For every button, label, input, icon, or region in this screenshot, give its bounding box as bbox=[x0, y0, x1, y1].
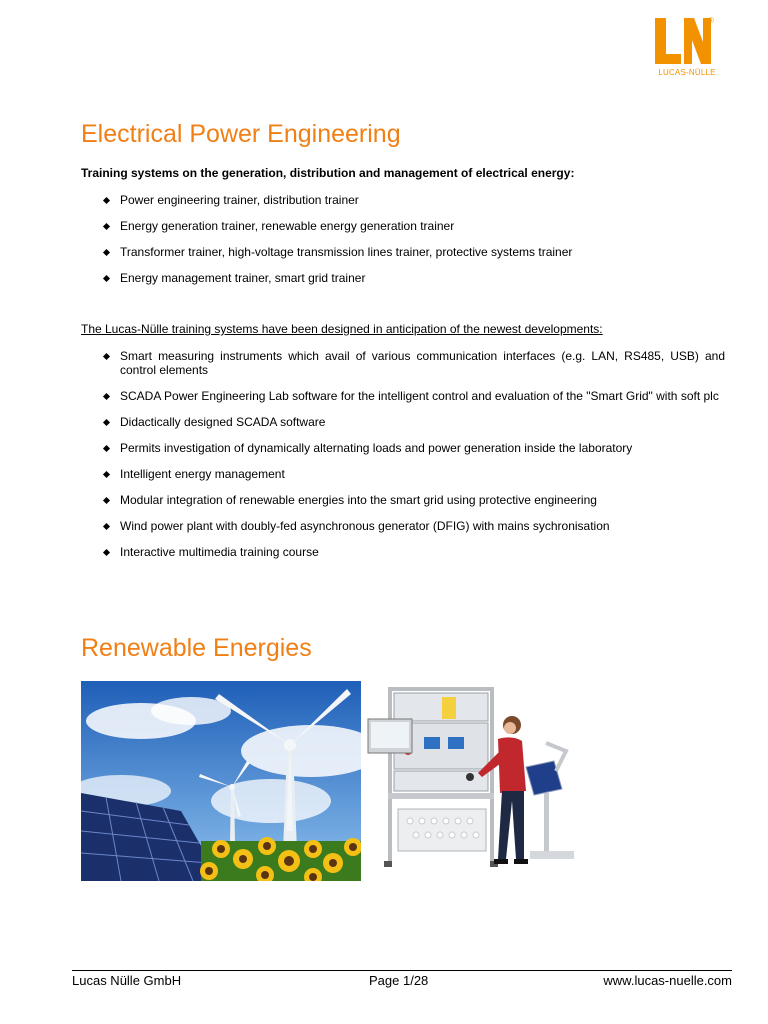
company-logo bbox=[651, 16, 723, 80]
list-item: Didactically designed SCADA software bbox=[103, 415, 725, 429]
footer-company: Lucas Nülle GmbH bbox=[72, 973, 182, 988]
footer-page-number: Page 1/28 bbox=[369, 973, 429, 988]
list-item: Power engineering trainer, distribution trainer bbox=[103, 193, 725, 207]
list-item: Permits investigation of dynamically alternating loads and power generation inside the laboratory bbox=[103, 441, 725, 455]
list-item: Transformer trainer, high-voltage transmission lines trainer, protective systems trainer bbox=[103, 245, 725, 259]
training-lab-photo bbox=[366, 681, 578, 881]
section-title-renewable-energies: Renewable Energies bbox=[81, 634, 312, 662]
section-intro-training-systems: Training systems on the generation, distribution and management of electrical energy: bbox=[81, 166, 575, 180]
ln-logo-mark-icon bbox=[653, 16, 713, 66]
list-item: Intelligent energy management bbox=[103, 467, 725, 481]
list-item: SCADA Power Engineering Lab software for the intelligent control and evaluation of the "Smart Grid" with soft plc bbox=[103, 389, 725, 403]
list-item: Smart measuring instruments which avail of various communication interfaces (e.g. LAN, RS485, USB) and control elements bbox=[103, 349, 725, 377]
registered-mark: ® bbox=[708, 16, 714, 25]
list-item: Energy management trainer, smart grid trainer bbox=[103, 271, 725, 285]
wind-turbine-solar-image bbox=[81, 681, 361, 881]
list-item: Interactive multimedia training course bbox=[103, 545, 725, 559]
list-item: Modular integration of renewable energies into the smart grid using protective engineering bbox=[103, 493, 725, 507]
list-item: Energy generation trainer, renewable energy generation trainer bbox=[103, 219, 725, 233]
section-title-power-engineering: Electrical Power Engineering bbox=[81, 120, 401, 148]
footer-divider bbox=[72, 970, 732, 971]
logo-text: LUCAS-NÜLLE bbox=[658, 68, 716, 77]
lab-trainer-image bbox=[366, 681, 578, 881]
list-item: Wind power plant with doubly-fed asynchronous generator (DFIG) with mains sychronisation bbox=[103, 519, 725, 533]
wind-solar-photo bbox=[81, 681, 361, 881]
bullet-list-trainers bbox=[103, 193, 725, 297]
footer-website-link[interactable]: www.lucas-nuelle.com bbox=[603, 973, 732, 988]
section-intro-developments: The Lucas-Nülle training systems have been designed in anticipation of the newest developments: bbox=[81, 322, 603, 336]
bullet-list-features bbox=[103, 349, 725, 571]
